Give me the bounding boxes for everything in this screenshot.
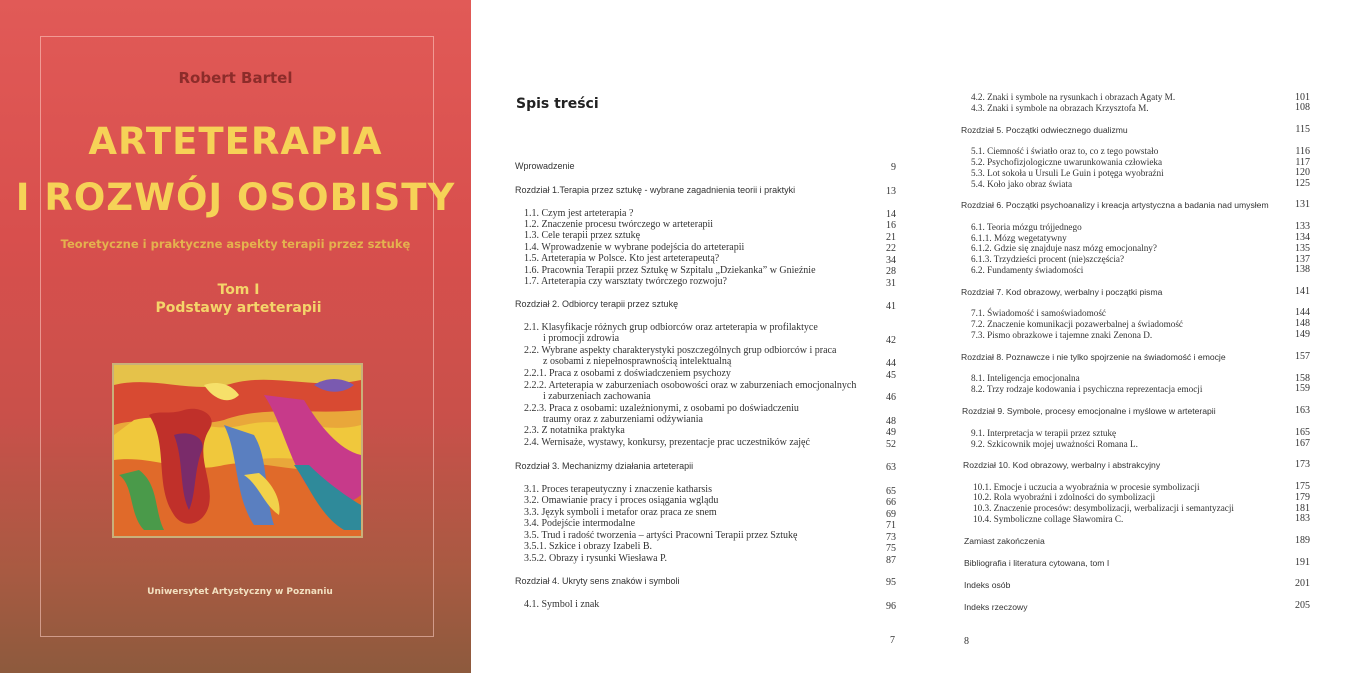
toc-entry-title: 3.4. Podejście intermodalne [524,518,636,529]
page-number: 157 [1295,351,1310,362]
cover-publisher: Uniwersytet Artystyczny w Poznaniu [147,587,333,597]
page-number: 115 [1295,124,1310,135]
toc-entry-title: 3.1. Proces terapeutyczny i znaczenie katharsis [524,484,712,495]
page-number: 48 [886,416,896,427]
toc-entry-title: 1.5. Arteterapia w Polsce. Kto jest arteterapeutą? [524,253,720,264]
toc-entry-title: 3.3. Język symboli i metafor oraz praca ze snem [524,507,717,518]
cover-subtitle: Teoretyczne i praktyczne aspekty terapii przez sztukę [60,237,411,251]
toc-entry-title: 6.1. Teoria mózgu trójjednego [971,222,1082,232]
toc-entry-title: 1.7. Arteterapia czy warsztaty twórczego rozwoju? [524,276,727,287]
page-number: 138 [1295,264,1310,275]
toc-entry-title: 6.2. Fundamenty świadomości [971,265,1084,275]
cover-title-line2: I ROZWÓJ OSOBISTY [15,176,456,219]
page-number: 116 [1295,146,1310,157]
page-number: 144 [1295,307,1310,318]
page-number: 179 [1295,492,1310,503]
toc-entry-title: 6.1.2. Gdzie się znajduje nasz mózg emocjonalny? [971,243,1157,253]
book-cover [0,0,471,673]
toc-entry-title: 2.4. Wernisaże, wystawy, konkursy, prezentacje prac uczestników zajęć [524,437,810,448]
page-number: 175 [1295,481,1310,492]
page-number: 159 [1295,383,1310,394]
page-number: 148 [1295,318,1310,329]
toc-entry-title: 4.2. Znaki i symbole na rysunkach i obrazach Agaty M. [971,92,1176,102]
page-number: 46 [886,392,896,403]
cover-volume: Tom I [217,282,260,298]
page-number: 158 [1295,373,1310,384]
toc-entry-title: 5.3. Lot sokoła u Ursuli Le Guin i potęga wyobraźni [971,168,1164,178]
page-number: 135 [1295,243,1310,254]
page-number: 173 [1295,459,1310,470]
toc-entry-title: Indeks rzeczowy [964,602,1028,612]
page-number: 65 [886,486,896,497]
toc-entry-title: 2.2. Wybrane aspekty charakterystyki poszczególnych grup odbiorców i praca [524,345,837,356]
page-folio: 7 [890,635,895,646]
toc-entry-title: 1.4. Wprowadzenie w wybrane podejścia do arteterapii [524,242,745,253]
toc-entry-title: 7.2. Znaczenie komunikacji pozawerbalnej a świadomość [971,319,1183,329]
page-number: 137 [1295,254,1310,265]
page-number: 95 [886,577,896,588]
page-number: 165 [1295,427,1310,438]
page-number: 44 [886,358,896,369]
toc-entry-title: traumy oraz z zaburzeniami odżywiania [543,414,703,425]
toc-entry-title: Rozdział 6. Początki psychoanalizy i kreacja artystyczna a badania nad umysłem [961,200,1269,210]
page-number: 21 [886,232,896,243]
toc-entry-title: 2.2.1. Praca z osobami z doświadczeniem psychozy [524,368,731,379]
page-number: 75 [886,543,896,554]
page-number: 22 [886,243,896,254]
abstract-painting-image [114,365,361,536]
page-number: 87 [886,555,896,566]
page-number: 16 [886,220,896,231]
toc-entry-title: 5.1. Ciemność i światło oraz to, co z tego powstało [971,146,1159,156]
toc-entry-title: Rozdział 2. Odbiorcy terapii przez sztukę [515,299,679,309]
page-number: 125 [1295,178,1310,189]
toc-entry-title: Rozdział 9. Symbole, procesy emocjonalne i myślowe w arteterapii [962,406,1216,416]
toc-entry-title: Rozdział 3. Mechanizmy działania arteterapii [515,461,694,471]
toc-entry-title: 2.2.2. Arteterapia w zaburzeniach osobowości oraz w zaburzeniach emocjonalnych [524,380,857,391]
page-number: 101 [1295,92,1310,103]
page-number: 191 [1295,557,1310,568]
toc-entry-title: 7.3. Pismo obrazkowe i tajemne znaki Zenona D. [971,330,1153,340]
toc-entry-title: i zaburzeniach zachowania [543,391,651,402]
toc-entry-title: Bibliografia i literatura cytowana, tom I [964,558,1110,568]
toc-entry-title: 8.1. Inteligencja emocjonalna [971,373,1080,383]
cover-painting [112,363,363,538]
toc-entry-title: 3.5. Trud i radość tworzenia – artyści Pracowni Terapii przez Sztukę [524,530,798,541]
page-number: 183 [1295,513,1310,524]
toc-entry-title: 9.2. Szkicownik mojej uważności Romana L. [971,439,1138,449]
page-number: 9 [891,162,896,173]
toc-entry-title: i promocji zdrowia [543,333,620,344]
page-number: 13 [886,186,896,197]
toc-entry-title: 1.6. Pracownia Terapii przez Sztukę w Szpitalu „Dziekanka” w Gnieźnie [524,265,816,276]
page-number: 42 [886,335,896,346]
toc-heading: Spis treści [516,96,599,112]
toc-page-left [471,0,915,673]
page-number: 117 [1295,157,1310,168]
page-number: 41 [886,301,896,312]
toc-entry-title: Zamiast zakończenia [964,536,1045,546]
toc-entry-title: Rozdział 10. Kod obrazowy, werbalny i abstrakcyjny [963,460,1161,470]
toc-entry-title: 9.1. Interpretacja w terapii przez sztukę [971,428,1117,438]
toc-entry-title: Rozdział 7. Kod obrazowy, werbalny i początki pisma [961,287,1163,297]
page-number: 141 [1295,286,1310,297]
page-number: 52 [886,439,896,450]
toc-entry-title: 10.4. Symboliczne collage Sławomira C. [973,514,1124,524]
page-number: 205 [1295,600,1310,611]
toc-entry-title: 3.5.2. Obrazy i rysunki Wiesława P. [524,553,668,564]
cover-title-line1: ARTETERAPIA [88,120,383,163]
page-number: 149 [1295,329,1310,340]
page-number: 49 [886,427,896,438]
page-number: 69 [886,509,896,520]
page-number: 181 [1295,503,1310,514]
page-number: 131 [1295,199,1310,210]
toc-entry-title: 4.3. Znaki i symbole na obrazach Krzysztofa M. [971,103,1149,113]
toc-entry-title: Rozdział 8. Poznawcze i nie tylko spojrzenie na świadomość i emocje [961,352,1226,362]
page-number: 14 [886,209,896,220]
toc-page-right [915,0,1361,673]
page-number: 31 [886,278,896,289]
toc-entry-title: 8.2. Trzy rodzaje kodowania i psychiczna reprezentacja emocji [971,384,1203,394]
page-number: 189 [1295,535,1310,546]
toc-entry-title: Rozdział 4. Ukryty sens znaków i symboli [515,576,680,586]
toc-entry-title: 10.3. Znaczenie procesów: desymbolizacji, werbalizacji i semantyzacji [973,503,1234,513]
toc-entry-title: 6.1.1. Mózg wegetatywny [971,233,1067,243]
page-number: 201 [1295,578,1310,589]
toc-entry-title: 10.1. Emocje i uczucia a wyobraźnia w procesie symbolizacji [973,482,1200,492]
toc-entry-title: 2.1. Klasyfikacje różnych grup odbiorców oraz arteterapia w profilaktyce [524,322,818,333]
toc-entry-title: 2.2.3. Praca z osobami: uzależnionymi, z osobami po doświadczeniu [524,403,799,414]
toc-entry-title: 2.3. Z notatnika praktyka [524,425,625,436]
toc-entry-title: z osobami z niepełnosprawnością intelektualną [543,356,732,367]
page-number: 120 [1295,167,1310,178]
page-number: 167 [1295,438,1310,449]
cover-author: Robert Bartel [178,69,293,87]
page-folio: 8 [964,636,969,647]
page-number: 134 [1295,232,1310,243]
page-number: 133 [1295,221,1310,232]
toc-entry-title: 5.2. Psychofizjologiczne uwarunkowania człowieka [971,157,1163,167]
toc-entry-title: 4.1. Symbol i znak [524,599,600,610]
toc-entry-title: 10.2. Rola wyobraźni i zdolności do symbolizacji [973,492,1156,502]
page-number: 34 [886,255,896,266]
toc-entry-title: 7.1. Świadomość i samoświadomość [971,308,1106,318]
toc-entry-title: 3.5.1. Szkice i obrazy Izabeli B. [524,541,653,552]
toc-entry-title: 5.4. Koło jako obraz świata [971,179,1073,189]
toc-entry-title: Wprowadzenie [515,161,575,171]
page-number: 108 [1295,102,1310,113]
toc-entry-title: Indeks osób [964,580,1011,590]
toc-entry-title: 1.2. Znaczenie procesu twórczego w arteterapii [524,219,714,230]
page-number: 163 [1295,405,1310,416]
page-number: 71 [886,520,896,531]
page-number: 73 [886,532,896,543]
page-number: 63 [886,462,896,473]
toc-entry-title: Rozdział 5. Początki odwiecznego dualizmu [961,125,1128,135]
toc-entry-title: 3.2. Omawianie pracy i proces osiągania wglądu [524,495,719,506]
toc-entry-title: Rozdział 1.Terapia przez sztukę - wybrane zagadnienia teorii i praktyki [515,185,796,195]
toc-entry-title: 6.1.3. Trzydzieści procent (nie)szczęścia? [971,254,1125,264]
toc-entry-title: 1.1. Czym jest arteterapia ? [524,208,634,219]
page-number: 45 [886,370,896,381]
cover-volume-title: Podstawy arteterapii [155,300,322,316]
toc-entry-title: 1.3. Cele terapii przez sztukę [524,230,641,241]
page-number: 96 [886,601,896,612]
page-number: 28 [886,266,896,277]
page-number: 66 [886,497,896,508]
